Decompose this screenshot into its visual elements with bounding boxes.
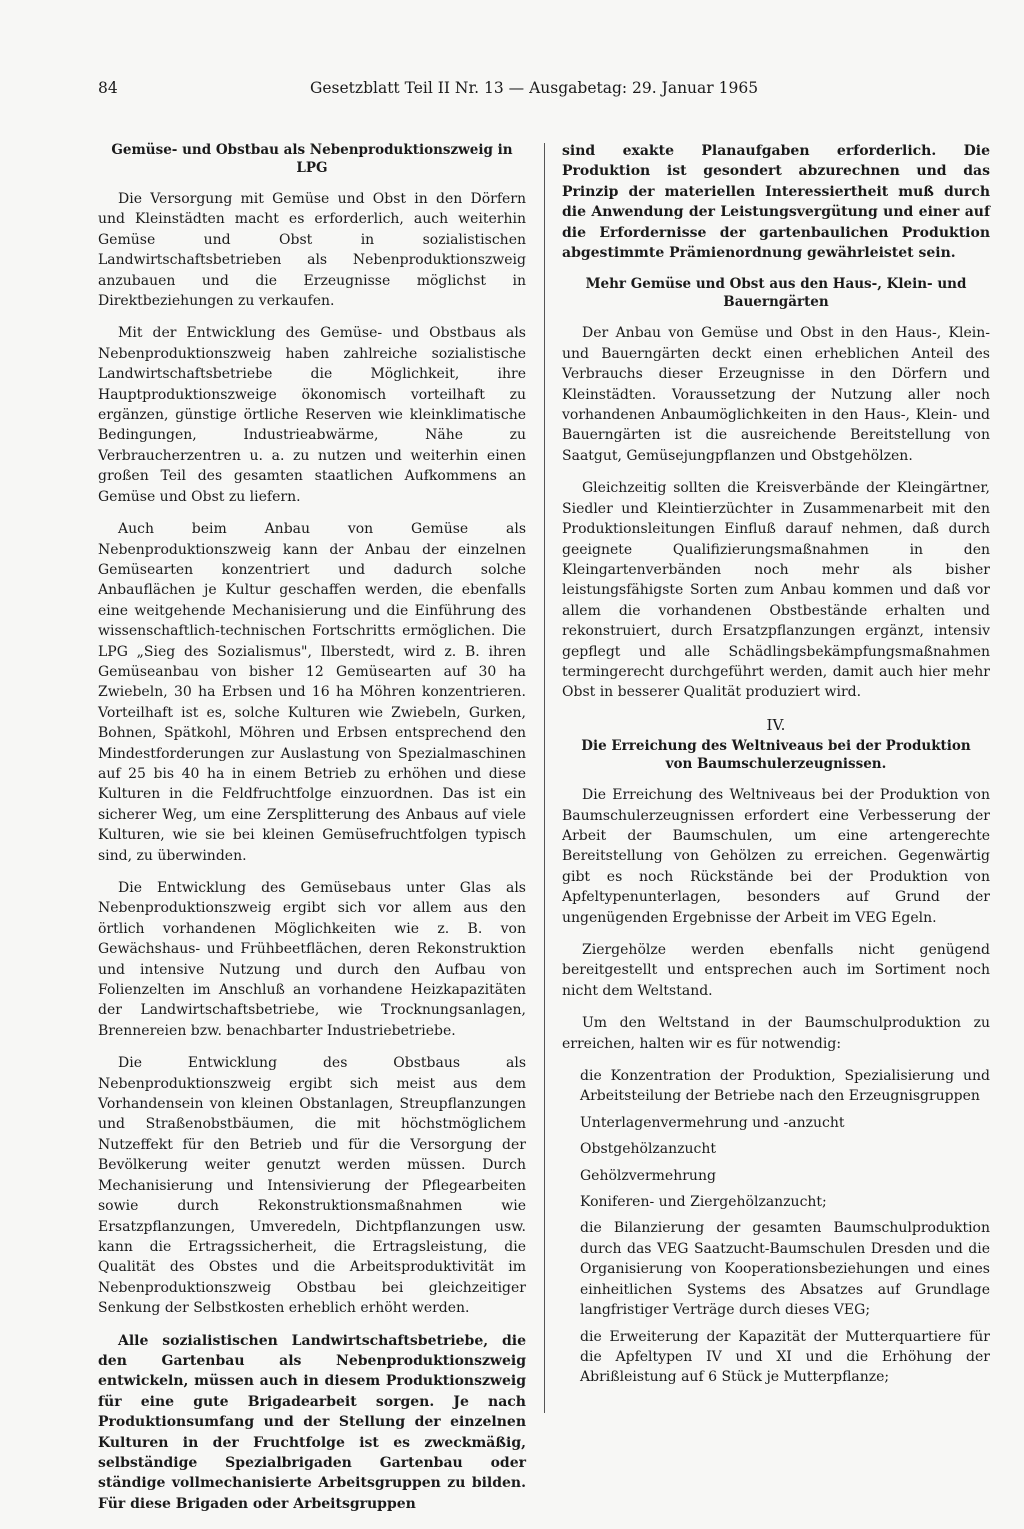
measures-list	[580, 1066, 990, 1388]
list-item: die Erweiterung der Kapazität der Mutterquartiere für die Apfeltypen IV und XI und die Erhöhung der Abrißleistung auf 6 Stück je Mutterpflanze;	[580, 1328, 990, 1386]
column-divider	[544, 143, 545, 1413]
list-item: Unterlagenvermehrung und -anzucht	[580, 1114, 845, 1131]
right-column	[562, 141, 990, 1394]
section-heading: Mehr Gemüse und Obst aus den Haus-, Klein- und Bauerngärten	[585, 276, 967, 311]
paragraph: Die Entwicklung des Obstbaus als Nebenproduktionszweig ergibt sich meist aus dem Vorhandensein von kleinen Obstanlagen, Streupflanzungen und Straßenobstbäumen, die mit höchstmöglichem Nutzeffekt für den Betrieb und für die Versorgung der Bevölkerung weiter genutzt werden müssen. Durch Mechanisierung und Intensivierung der Pflegearbeiten sowie durch Rekonstruktionsmaßnahmen wie Ersatzpflanzungen, Umveredeln, Dichtpflanzungen usw. kann die Ertragssicherheit, die Ertragsleistung, die Qualität des Obstes und die Arbeitsproduktivität im Nebenproduktionszweig Obstbau bei gleichzeitiger Senkung der Selbstkosten erheblich erhöht werden.	[98, 1055, 526, 1317]
list-item: die Konzentration der Produktion, Spezialisierung und Arbeitsteilung der Betriebe nach den Erzeugnisgruppen	[580, 1068, 990, 1105]
bold-paragraph: sind exakte Planaufgaben erforderlich. Die Produktion ist gesondert abzurechnen und das Prinzip der materiellen Interessiertheit muß durch die Anwendung der Leistungsvergütung und einer auf die Erfordernisse der gartenbaulichen Produktion abgestimmte Prämienordnung gewährleistet sein.	[562, 143, 990, 262]
paragraph: Mit der Entwicklung des Gemüse- und Obstbaus als Nebenproduktionszweig haben zahlreiche sozialistische Landwirtschaftsbetriebe die Möglichkeit, ihre Hauptproduktionszweige ökonomisch vorteilhaft zu ergänzen, günstige örtliche Reserven wie kleinklimatische Bedingungen, Industrieabwärme, Nähe zu Verbraucherzentren u. a. zu nutzen und weiterhin einen großen Teil des gesamten staatlichen Aufkommens an Gemüse und Obst zu liefern.	[98, 325, 526, 505]
paragraph: Gleichzeitig sollten die Kreisverbände der Kleingärtner, Siedler und Kleintierzüchter in Zusammenarbeit mit den Produktionsleitungen Einfluß darauf nehmen, daß durch geeignete Qualifizierungsmaßnahmen in den Kleingartenverbänden noch mehr als bisher leistungsfähigste Sorten zum Anbau kommen und daß vor allem die vorhandenen Obstbestände erhalten und rekonstruiert, durch Ersatzpflanzungen ergänzt, intensiv gepflegt und alle Schädlingsbekämpfungsmaßnahmen termingerecht durchgeführt werden, damit auch hier mehr Obst in besserer Qualität produziert wird.	[562, 480, 990, 701]
section-number: IV.	[766, 715, 786, 734]
paragraph: Der Anbau von Gemüse und Obst in den Haus-, Klein- und Bauerngärten deckt einen erheblichen Anteil des Verbrauchs dieser Erzeugnisse in den Dörfern und Kleinstädten. Voraussetzung der Nutzung aller noch vorhandenen Anbaumöglichkeiten in den Haus-, Klein- und Bauerngärten ist die ausreichende Bereitstellung von Saatgut, Gemüsejungpflanzen und Obstgehölzen.	[562, 325, 990, 464]
page-header	[98, 79, 788, 105]
left-column	[98, 141, 526, 1526]
paragraph: Die Versorgung mit Gemüse und Obst in den Dörfern und Kleinstädten macht es erforderlich, auch weiterhin Gemüse und Obst in sozialistischen Landwirtschaftsbetrieben als Nebenproduktionszweig anzubauen und die Erzeugnisse möglichst in Direktbeziehungen zu verkaufen.	[98, 191, 526, 310]
list-item: Gehölzvermehrung	[580, 1167, 716, 1184]
bold-paragraph: Alle sozialistischen Landwirtschaftsbetriebe, die den Gartenbau als Nebenproduktionszweig entwickeln, müssen auch in diesem Produktionszweig für eine gute Brigadearbeit sorgen. Je nach Produktionsumfang und der Stellung der einzelnen Kulturen in der Fruchtfolge ist es zweckmäßig, selbständige Spezialbrigaden Gartenbau oder ständige vollmechanisierte Arbeitsgruppen zu bilden. Für diese Brigaden oder Arbeitsgruppen	[98, 1332, 526, 1512]
list-item: Obstgehölzanzucht	[580, 1141, 717, 1158]
section-heading: Die Erreichung des Weltniveaus bei der Produktion von Baumschulerzeugnissen.	[581, 738, 971, 773]
running-title: Gesetzblatt Teil II Nr. 13 — Ausgabetag: 29. Januar 1965	[310, 79, 759, 97]
section-heading: Gemüse- und Obstbau als Nebenproduktionszweig in LPG	[111, 142, 513, 176]
paragraph: Ziergehölze werden ebenfalls nicht genügend bereitgestellt und entsprechen auch im Sortiment noch nicht dem Weltstand.	[562, 942, 990, 999]
paragraph: Um den Weltstand in der Baumschulproduktion zu erreichen, halten wir es für notwendig:	[562, 1015, 990, 1052]
page-number: 84	[98, 79, 118, 97]
paragraph: Die Erreichung des Weltniveaus bei der Produktion von Baumschulerzeugnissen erfordert eine Verbesserung der Arbeit der Baumschulen, um eine artengerechte Bereitstellung von Gehölzen zu erreichen. Gegenwärtig gibt es noch Rückstände bei der Produktion von Apfeltypenunterlagen, besonders auf Grund der ungenügenden Ergebnisse der Arbeit im VEG Egeln.	[562, 787, 990, 926]
paragraph: Auch beim Anbau von Gemüse als Nebenproduktionszweig kann der Anbau der einzelnen Gemüsearten konzentriert und dadurch solche Anbauflächen je Kultur geschaffen werden, die ebenfalls eine weitgehende Mechanisierung und die Einführung des wissenschaftlich-technischen Fortschritts ermöglichen. Die LPG „Sieg des Sozialismus", Ilberstedt, wird z. B. ihren Gemüseanbau von bisher 12 Gemüsearten auf 30 ha Zwiebeln, 30 ha Erbsen und 16 ha Möhren konzentrieren. Vorteilhaft ist es, solche Kulturen wie Zwiebeln, Gurken, Bohnen, Spätkohl, Möhren und Erbsen entsprechend den Mindestforderungen zur Auslastung von Spezialmaschinen auf 25 bis 40 ha in einem Betrieb zu erhöhen und diese Kulturen in die Feldfruchtfolge einzuordnen. Das ist ein sicherer Weg, um eine Zersplitterung des Anbaus auf viele Kulturen, wie sie bei kleinen Gemüsefruchtfolgen typisch sind, zu überwinden.	[98, 521, 526, 864]
paragraph: Die Entwicklung des Gemüsebaus unter Glas als Nebenproduktionszweig ergibt sich vor allem aus den örtlich vorhandenen Möglichkeiten wie z. B. von Gewächshaus- und Frühbeetflächen, deren Rekonstruktion und intensive Nutzung und durch den Aufbau von Folienzelten im Anschluß an vorhandene Heizkapazitäten der Landwirtschaftsbetriebe, wie Trocknungsanlagen, Brennereien bzw. benachbarter Industriebetriebe.	[98, 880, 526, 1039]
list-item: Koniferen- und Ziergehölzanzucht;	[580, 1194, 827, 1211]
list-item: die Bilanzierung der gesamten Baumschulproduktion durch das VEG Saatzucht-Baumschulen Dresden und die Organisierung von Kooperationsbeziehungen und eines einheitlichen Systems des Absatzes auf Grundlage langfristiger Verträge durch dieses VEG;	[580, 1220, 990, 1319]
